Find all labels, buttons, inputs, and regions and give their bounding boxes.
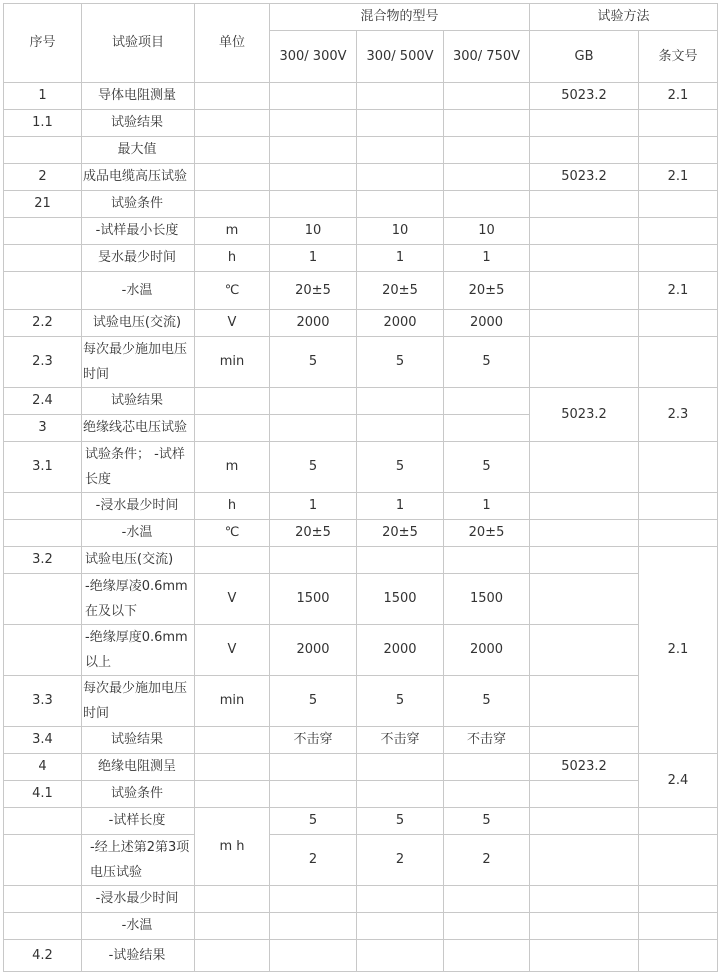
row-value-750v: 2000	[444, 625, 530, 676]
row-value-300v: 10	[270, 218, 357, 245]
table-row	[4, 754, 718, 781]
table-row	[4, 940, 718, 972]
row-item: 成品电缆高压试验	[82, 164, 195, 191]
row-unit: V	[195, 310, 270, 337]
row-gb: 5023.2	[530, 164, 639, 191]
row-value-750v: 1	[444, 493, 530, 520]
header-type-300-750v: 300/ 750V	[444, 31, 530, 83]
table-row	[4, 808, 718, 835]
row-value-500v: 5	[357, 676, 444, 727]
row-value-750v: 5	[444, 676, 530, 727]
table-row	[4, 676, 718, 727]
row-value-750v: 2	[444, 835, 530, 886]
header-mix-type: 混合物的型号	[270, 4, 530, 31]
row-value-750v: 1500	[444, 574, 530, 625]
row-item: -试验结果	[82, 940, 195, 972]
row-item: -水温	[82, 913, 195, 940]
row-item: 试验条件； -试样长度	[82, 442, 195, 493]
row-item: 绝缘电阻测呈	[82, 754, 195, 781]
row-unit: m h	[195, 808, 270, 886]
row-unit: h	[195, 245, 270, 272]
row-seq: 4.2	[4, 940, 82, 972]
header-type-300-300v: 300/ 300V	[270, 31, 357, 83]
table-row	[4, 164, 718, 191]
row-gb: 5023.2	[530, 83, 639, 110]
row-clause: 2.1	[639, 272, 718, 310]
row-seq: 3	[4, 415, 82, 442]
row-value-750v: 不击穿	[444, 727, 530, 754]
row-value-300v: 20±5	[270, 520, 357, 547]
row-seq: 3.4	[4, 727, 82, 754]
row-item: -水温	[82, 272, 195, 310]
row-value-300v: 5	[270, 676, 357, 727]
table-row	[4, 191, 718, 218]
row-unit: V	[195, 625, 270, 676]
row-value-300v: 2000	[270, 310, 357, 337]
table-row	[4, 218, 718, 245]
row-value-300v: 5	[270, 337, 357, 388]
row-clause: 2.1	[639, 164, 718, 191]
row-value-300v: 2	[270, 835, 357, 886]
row-unit: m	[195, 442, 270, 493]
row-seq: 21	[4, 191, 82, 218]
table-row	[4, 272, 718, 310]
table-row	[4, 625, 718, 676]
table-row	[4, 781, 718, 808]
row-value-300v: 1	[270, 493, 357, 520]
row-item: 试验条件	[82, 781, 195, 808]
row-value-500v: 5	[357, 337, 444, 388]
row-seq: 2.2	[4, 310, 82, 337]
row-clause: 2.3	[639, 388, 718, 442]
row-value-500v: 2	[357, 835, 444, 886]
row-value-500v: 5	[357, 808, 444, 835]
row-value-750v: 5	[444, 808, 530, 835]
row-value-500v: 1	[357, 245, 444, 272]
row-value-750v: 20±5	[444, 272, 530, 310]
row-value-300v: 5	[270, 808, 357, 835]
row-seq: 2.3	[4, 337, 82, 388]
row-gb: 5023.2	[530, 754, 639, 781]
row-value-750v: 20±5	[444, 520, 530, 547]
row-unit: h	[195, 493, 270, 520]
row-unit: ℃	[195, 272, 270, 310]
table-row	[4, 110, 718, 137]
row-value-750v: 5	[444, 442, 530, 493]
row-unit: V	[195, 574, 270, 625]
row-clause: 2.1	[639, 83, 718, 110]
header-type-300-500v: 300/ 500V	[357, 31, 444, 83]
table-row	[4, 574, 718, 625]
row-unit: m	[195, 218, 270, 245]
table-row	[4, 310, 718, 337]
row-gb: 5023.2	[530, 388, 639, 442]
table-row	[4, 137, 718, 164]
row-value-750v: 2000	[444, 310, 530, 337]
row-item: 旻水最少时间	[82, 245, 195, 272]
row-seq: 4.1	[4, 781, 82, 808]
row-value-300v: 1500	[270, 574, 357, 625]
row-item: 每次最少施加电压时间	[82, 676, 195, 727]
row-seq: 4	[4, 754, 82, 781]
row-item: -水温	[82, 520, 195, 547]
row-value-500v: 1500	[357, 574, 444, 625]
row-value-300v: 5	[270, 442, 357, 493]
row-item: -浸水最少时间	[82, 493, 195, 520]
table-row	[4, 520, 718, 547]
table-row	[4, 245, 718, 272]
row-value-500v: 10	[357, 218, 444, 245]
row-item: 试验结果	[82, 388, 195, 415]
row-clause: 2.4	[639, 754, 718, 808]
row-value-500v: 1	[357, 493, 444, 520]
row-seq: 1	[4, 83, 82, 110]
row-value-500v: 2000	[357, 625, 444, 676]
row-value-500v: 20±5	[357, 272, 444, 310]
row-seq: 2.4	[4, 388, 82, 415]
row-value-500v: 2000	[357, 310, 444, 337]
table-row	[4, 913, 718, 940]
table-row	[4, 83, 718, 110]
header-seq: 序号	[4, 4, 82, 83]
row-item: -经上述第2第3项 电压试验	[82, 835, 195, 886]
row-item: 绝缘线芯电压试验	[82, 415, 195, 442]
row-item: 导体电阻测量	[82, 83, 195, 110]
row-value-500v: 20±5	[357, 520, 444, 547]
row-value-750v: 10	[444, 218, 530, 245]
header-gb: GB	[530, 31, 639, 83]
row-item: 试验结果	[82, 727, 195, 754]
row-item: -试样长度	[82, 808, 195, 835]
row-item: 试验条件	[82, 191, 195, 218]
table-row	[4, 835, 718, 886]
row-item: 试验结果	[82, 110, 195, 137]
table-row	[4, 886, 718, 913]
row-seq: 3.3	[4, 676, 82, 727]
table-row	[4, 493, 718, 520]
row-value-500v: 不击穿	[357, 727, 444, 754]
row-seq: 2	[4, 164, 82, 191]
test-items-table	[3, 3, 718, 972]
header-method: 试验方法	[530, 4, 718, 31]
table-row	[4, 547, 718, 574]
table-row	[4, 442, 718, 493]
row-unit: min	[195, 676, 270, 727]
table-row	[4, 337, 718, 388]
row-item: 最大值	[82, 137, 195, 164]
row-item: -浸水最少时间	[82, 886, 195, 913]
row-item: 每次最少施加电压时间	[82, 337, 195, 388]
row-item: 试验电压(交流)	[82, 547, 195, 574]
row-item: -绝缘厚度0.6mm 以上	[82, 625, 195, 676]
header-unit: 单位	[195, 4, 270, 83]
row-value-300v: 不击穿	[270, 727, 357, 754]
row-value-300v: 1	[270, 245, 357, 272]
row-clause: 2.1	[639, 547, 718, 754]
table-row	[4, 727, 718, 754]
row-unit: min	[195, 337, 270, 388]
row-item: -试样最小长度	[82, 218, 195, 245]
row-value-750v: 5	[444, 337, 530, 388]
row-item: -绝缘厚凌0.6mm 在及以下	[82, 574, 195, 625]
row-unit: ℃	[195, 520, 270, 547]
row-seq: 3.2	[4, 547, 82, 574]
header-item: 试验项目	[82, 4, 195, 83]
row-value-500v: 5	[357, 442, 444, 493]
header-clause: 条文号	[639, 31, 718, 83]
row-seq: 1.1	[4, 110, 82, 137]
row-value-300v: 20±5	[270, 272, 357, 310]
table-row	[4, 388, 718, 415]
row-seq: 3.1	[4, 442, 82, 493]
row-value-300v: 2000	[270, 625, 357, 676]
row-item: 试验电压(交流)	[82, 310, 195, 337]
row-value-750v: 1	[444, 245, 530, 272]
